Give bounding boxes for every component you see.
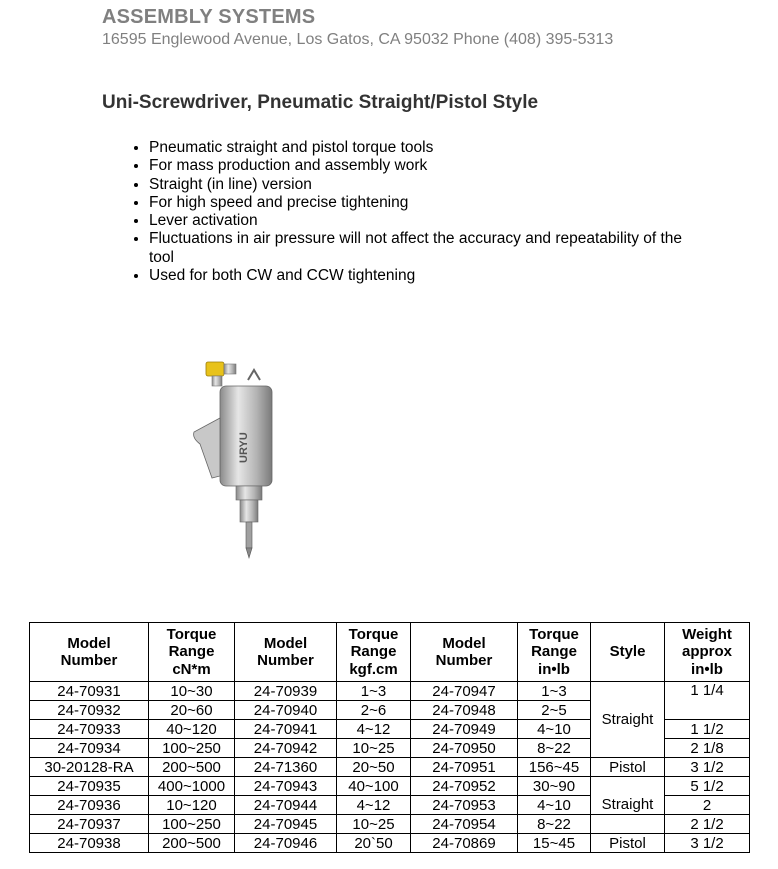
col-header-model-number: Model Number [30, 623, 149, 682]
torque-cell: 30~90 [518, 777, 591, 796]
weight-cell: 1 1/4 [665, 682, 750, 720]
style-cell [591, 777, 665, 815]
torque-cell: 4~12 [337, 720, 411, 739]
model-cell: 24-70935 [30, 777, 149, 796]
torque-cell: 8~22 [518, 739, 591, 758]
model-cell: 30-20128-RA [30, 758, 149, 777]
col-header-torque-inlb: Torque Range in•lb [518, 623, 591, 682]
table-row [30, 815, 750, 834]
model-cell: 24-70939 [235, 682, 337, 701]
model-cell: 24-70946 [235, 834, 337, 853]
style-cell: Pistol [591, 834, 665, 853]
torque-cell: 1~3 [337, 682, 411, 701]
model-cell: 24-70940 [235, 701, 337, 720]
style-cell [591, 815, 665, 834]
page-title: Uni-Screwdriver, Pneumatic Straight/Pistol Style [102, 92, 539, 113]
feature-item: • Straight (in line) version [149, 176, 709, 194]
torque-cell: 100~250 [149, 739, 235, 758]
table-header-row [30, 623, 750, 682]
torque-cell: 10~25 [337, 815, 411, 834]
torque-cell: 8~22 [518, 815, 591, 834]
feature-item: • Used for both CW and CCW tightening [149, 267, 709, 285]
weight-cell: 3 1/2 [665, 834, 750, 853]
model-cell: 24-70944 [235, 796, 337, 815]
col-header-torque-kgfcm: Torque Range kgf.cm [337, 623, 411, 682]
feature-item: • Fluctuations in air pressure will not affect the accuracy and repeatability of the tool [149, 230, 709, 267]
weight-cell: 2 1/8 [665, 739, 750, 758]
model-cell: 24-70933 [30, 720, 149, 739]
model-cell: 24-70952 [411, 777, 518, 796]
col-header-style: Style [591, 623, 665, 682]
torque-cell: 4~10 [518, 796, 591, 815]
model-cell: 24-70945 [235, 815, 337, 834]
company-name: ASSEMBLY SYSTEMS [102, 6, 316, 28]
brand-logo: URYU [238, 432, 250, 463]
model-cell: 24-70937 [30, 815, 149, 834]
model-cell: 24-70949 [411, 720, 518, 739]
model-cell: 24-70932 [30, 701, 149, 720]
torque-cell: 4~10 [518, 720, 591, 739]
torque-cell: 20`50 [337, 834, 411, 853]
model-cell: 24-70869 [411, 834, 518, 853]
model-cell: 24-70950 [411, 739, 518, 758]
torque-cell: 2~6 [337, 701, 411, 720]
torque-cell: 2~5 [518, 701, 591, 720]
torque-cell: 400~1000 [149, 777, 235, 796]
spec-table [29, 622, 750, 853]
table-row [30, 758, 750, 777]
col-header-model-number: Model Number [235, 623, 337, 682]
feature-item: • Pneumatic straight and pistol torque tools [149, 139, 709, 157]
model-cell: 24-70953 [411, 796, 518, 815]
model-cell: 24-70941 [235, 720, 337, 739]
torque-cell: 40~100 [337, 777, 411, 796]
torque-cell: 156~45 [518, 758, 591, 777]
weight-cell: 2 [665, 796, 750, 815]
feature-list [125, 139, 709, 285]
torque-cell: 10~30 [149, 682, 235, 701]
screwdriver-product-image [190, 358, 290, 563]
model-cell: 24-70936 [30, 796, 149, 815]
torque-cell: 20~60 [149, 701, 235, 720]
model-cell: 24-70948 [411, 701, 518, 720]
col-header-torque-cnm: Torque Range cN*m [149, 623, 235, 682]
weight-cell: 2 1/2 [665, 815, 750, 834]
model-cell: 24-70934 [30, 739, 149, 758]
model-cell: 24-70943 [235, 777, 337, 796]
model-cell: 24-70938 [30, 834, 149, 853]
model-cell: 24-70942 [235, 739, 337, 758]
model-cell: 24-71360 [235, 758, 337, 777]
table-row [30, 682, 750, 701]
feature-item: • Lever activation [149, 212, 709, 230]
torque-cell: 100~250 [149, 815, 235, 834]
torque-cell: 20~50 [337, 758, 411, 777]
col-header-model-number: Model Number [411, 623, 518, 682]
torque-cell: 200~500 [149, 834, 235, 853]
model-cell: 24-70931 [30, 682, 149, 701]
torque-cell: 10~25 [337, 739, 411, 758]
weight-cell: 5 1/2 [665, 777, 750, 796]
style-cell: Straight [591, 682, 665, 758]
style-label: Straight [601, 796, 654, 813]
torque-cell: 1~3 [518, 682, 591, 701]
col-header-weight: Weight approx in•lb [665, 623, 750, 682]
feature-item: • For mass production and assembly work [149, 157, 709, 175]
model-cell: 24-70947 [411, 682, 518, 701]
weight-cell: 3 1/2 [665, 758, 750, 777]
torque-cell: 10~120 [149, 796, 235, 815]
weight-cell: 1 1/2 [665, 720, 750, 739]
company-address: 16595 Englewood Avenue, Los Gatos, CA 95032 Phone (408) 395-5313 [102, 31, 614, 48]
torque-cell: 40~120 [149, 720, 235, 739]
torque-cell: 15~45 [518, 834, 591, 853]
table-row [30, 834, 750, 853]
model-cell: 24-70951 [411, 758, 518, 777]
table-row [30, 777, 750, 796]
style-cell: Pistol [591, 758, 665, 777]
torque-cell: 4~12 [337, 796, 411, 815]
feature-item: • For high speed and precise tightening [149, 194, 709, 212]
model-cell: 24-70954 [411, 815, 518, 834]
torque-cell: 200~500 [149, 758, 235, 777]
